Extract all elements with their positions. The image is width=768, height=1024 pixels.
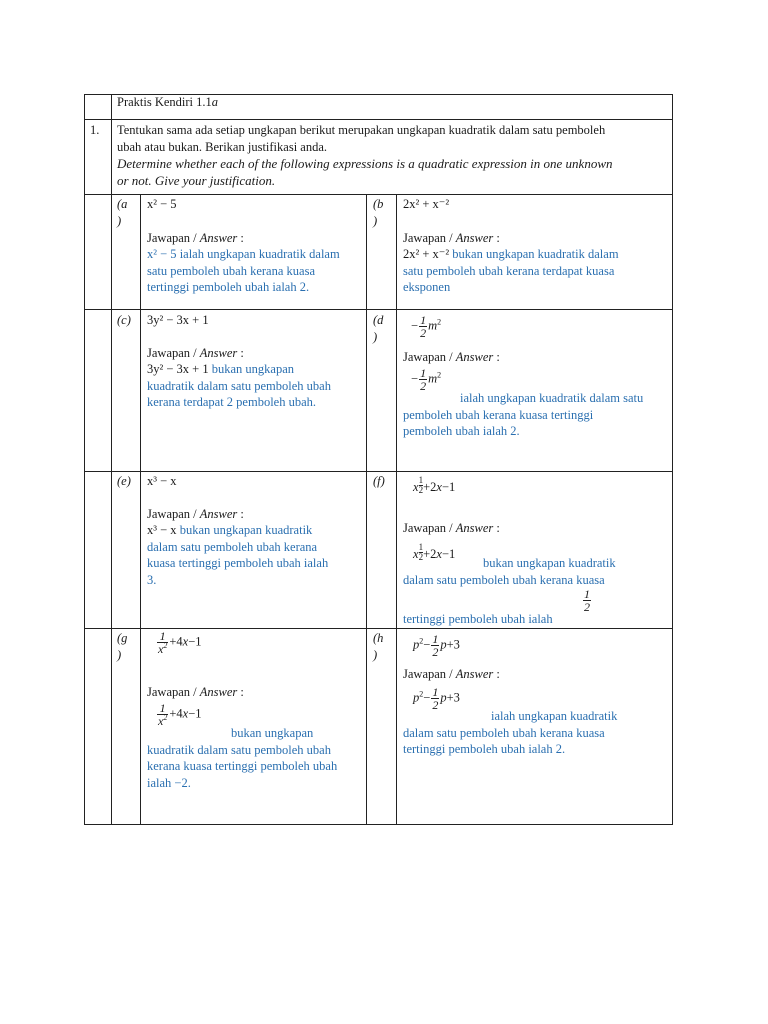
question-english-line-1: Determine whether each of the following expressions is a quadratic expression in one unknown <box>117 156 613 171</box>
part-d-label: (d ) <box>373 313 384 344</box>
part-f-answer-line-3: tertinggi pemboleh ubah ialah <box>403 612 553 626</box>
part-f-expression: x $\frac{1}{2}$ +2x−1 <box>413 475 456 495</box>
part-c-label: (c) <box>117 313 131 327</box>
question-number: 1. <box>90 123 100 137</box>
part-g-answer: bukan ungkapan kuadratik dalam satu pemboleh ubah kerana kuasa tertinggi pemboleh ubah ialah −2. <box>147 726 338 790</box>
part-f-answer-expression: x $\frac{1}{2}$ +2x−1 <box>413 542 456 562</box>
table-border-right <box>672 94 673 824</box>
part-g-answer-label: Jawapan / Answer : <box>147 685 244 699</box>
part-d-answer: ialah ungkapan kuadratik dalam satu pemboleh ubah kerana kuasa tertinggi pemboleh ubah ialah 2. <box>403 391 644 438</box>
part-e-label: (e) <box>117 474 131 488</box>
table-border-bottom <box>84 824 673 825</box>
part-b-answer-label: Jawapan / Answer : <box>403 231 500 245</box>
part-f-label: (f) <box>373 474 385 488</box>
part-d-answer-label: Jawapan / Answer : <box>403 350 500 364</box>
page-title-suffix: a <box>211 95 219 109</box>
question-malay-line-1: Tentukan sama ada setiap ungkapan berikut merupakan ungkapan kuadratik dalam satu pemboleh <box>117 123 606 137</box>
table-col-divider-1 <box>111 94 112 824</box>
part-a-expression: x² − 5 <box>147 197 177 211</box>
part-f-answer-value: $\frac{1}{2}$ <box>584 587 590 614</box>
part-h-answer-label: Jawapan / Answer : <box>403 667 500 681</box>
part-d-answer-expression: − $\frac{1}{2}$ $m^2$ <box>411 366 442 393</box>
table-row-divider-3 <box>84 309 673 310</box>
part-h-answer: ialah ungkapan kuadratik dalam satu pemboleh ubah kerana kuasa tertinggi pemboleh ubah ialah 2. <box>403 709 618 756</box>
question-malay-line-2: ubah atau bukan. Berikan justifikasi anda. <box>117 139 328 154</box>
part-e-expression: x³ − x <box>147 474 177 488</box>
part-c-expression: 3y² − 3x + 1 <box>147 313 209 327</box>
table-col-divider-4 <box>396 194 397 824</box>
part-e-answer-label: Jawapan / Answer : <box>147 507 244 521</box>
part-h-label: (h ) <box>373 631 384 662</box>
part-c-answer: 3y² − 3x + 1 bukan ungkapan kuadratik dalam satu pemboleh ubah kerana terdapat 2 pemboleh ubah. <box>147 362 331 409</box>
part-f-answer: bukan ungkapan kuadratik dalam satu pemboleh ubah kerana kuasa <box>403 556 616 587</box>
part-a-answer-label: Jawapan / Answer : <box>147 231 244 245</box>
part-a-answer: x² − 5 ialah ungkapan kuadratik dalam satu pemboleh ubah kerana kuasa tertinggi pemboleh ubah ialah 2. <box>147 247 340 294</box>
part-a-label: (a ) <box>117 197 128 228</box>
part-e-answer: x³ − x bukan ungkapan kuadratik dalam satu pemboleh ubah kerana kuasa tertinggi pemboleh ubah ialah 3. <box>147 523 329 587</box>
part-h-expression: $p^2-$ $\frac{1}{2}$ p+3 <box>413 632 460 659</box>
table-col-divider-3 <box>366 194 367 824</box>
part-h-answer-expression: $p^2-$ $\frac{1}{2}$ p+3 <box>413 685 460 712</box>
part-b-label: (b ) <box>373 197 384 228</box>
part-b-expression: 2x² + x⁻² <box>403 197 450 211</box>
part-g-expression: $\frac{1}{x^2}$ +4x−1 <box>158 629 202 656</box>
page-title <box>117 94 218 111</box>
table-border-left <box>84 94 85 824</box>
part-g-answer-expression: $\frac{1}{x^2}$ +4x−1 <box>158 701 202 728</box>
part-f-answer-label: Jawapan / Answer : <box>403 521 500 535</box>
table-col-divider-2 <box>140 194 141 824</box>
table-row-divider-5 <box>84 628 673 629</box>
question-english-line-2: or not. Give your justification. <box>117 173 276 188</box>
table-row-divider-2 <box>84 194 673 195</box>
part-d-expression: − $\frac{1}{2}$ $m^2$ <box>411 313 442 340</box>
part-g-label: (g ) <box>117 631 128 662</box>
table-row-divider-4 <box>84 471 673 472</box>
table-row-divider-1 <box>84 119 673 120</box>
page-title-prefix: Praktis Kendiri 1.1 <box>117 95 212 109</box>
part-b-answer: 2x² + x⁻² bukan ungkapan kuadratik dalam satu pemboleh ubah kerana terdapat kuasa eksponen <box>403 247 619 294</box>
part-c-answer-label: Jawapan / Answer : <box>147 346 244 360</box>
